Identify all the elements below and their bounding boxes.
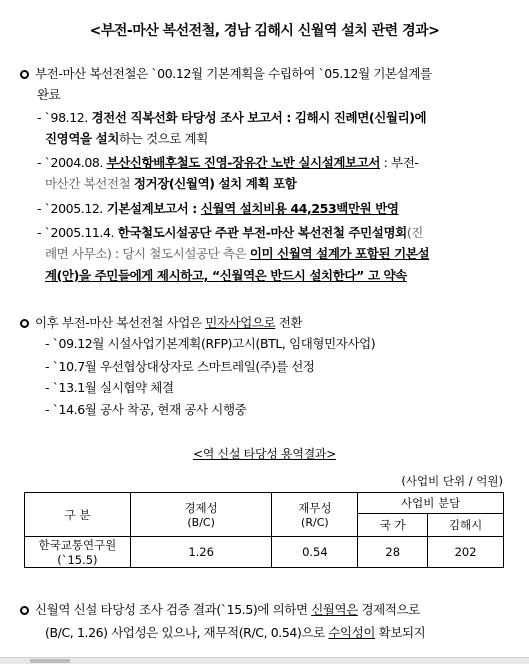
item-2013: - `13.1월 실시협약 체결 bbox=[45, 380, 174, 395]
cell-gimhae: 202 bbox=[428, 537, 504, 568]
item-2005-11-cont2: 계(안)을 주민들에게 제시하고, “신월역은 반드시 설치한다” 고 약속 bbox=[45, 268, 407, 283]
header-nation: 국 가 bbox=[358, 514, 428, 537]
horizontal-scrollbar[interactable] bbox=[0, 657, 529, 664]
table-row bbox=[25, 537, 504, 568]
header-cost-share: 사업비 분담 bbox=[358, 493, 504, 514]
scrollbar-thumb[interactable] bbox=[30, 659, 70, 663]
table-caption: <역 신설 타당성 용역결과> bbox=[193, 447, 336, 461]
circle-bullet-icon bbox=[20, 606, 29, 615]
item-1998-cont: 진영역을 설치하는 것으로 계획 bbox=[45, 131, 208, 146]
header-gimhae: 김해시 bbox=[428, 514, 504, 537]
header-financial: 재무성 (R/C) bbox=[272, 493, 358, 537]
cell-institution: 한국교통연구원(`15.5) bbox=[25, 537, 131, 568]
section2-heading: 이후 부전-마산 복선전철 사업은 민자사업으로 전환 bbox=[20, 315, 302, 331]
section1-heading: 부전-마산 복선전철은 `00.12월 기본계획을 수립하여 `05.12월 기본설계를 bbox=[20, 66, 432, 82]
cell-economic: 1.26 bbox=[130, 537, 272, 568]
section3-heading: 신월역 신설 타당성 조사 검증 결과(`15.5)에 의하면 신월역은 경제적으로 bbox=[20, 602, 420, 618]
cell-financial: 0.54 bbox=[272, 537, 358, 568]
section3-cont: (B/C, 1.26) 사업성은 있으나, 재무적(R/C, 0.54)으로 수익성이 확보되지 bbox=[45, 625, 426, 640]
item-2004-cont: 마산간 복선전철 정거장(신월역) 설치 계획 포함 bbox=[45, 176, 297, 191]
item-2010: - `10.7월 우선협상대상자로 스마트레일(주)를 선정 bbox=[45, 359, 315, 374]
cell-nation: 28 bbox=[358, 537, 428, 568]
circle-bullet-icon bbox=[20, 70, 29, 79]
section1-heading-cont: 완료 bbox=[37, 87, 61, 102]
item-2009: - `09.12월 시설사업기본계획(RFP)고시(BTL, 임대형민자사업) bbox=[45, 336, 376, 351]
item-2005-11-cont: 례면 사무소) : 당시 철도시설공단 측은 이미 신월역 설계가 포함된 기본설 bbox=[45, 246, 430, 261]
item-2004: - `2004.08. 부산신항배후철도 진영-장유간 노반 실시설계보고서 : 부전- bbox=[37, 155, 419, 170]
table-unit: (사업비 단위 / 억원) bbox=[401, 474, 503, 488]
header-gubun: 구 분 bbox=[25, 493, 131, 537]
header-economic: 경제성 (B/C) bbox=[130, 493, 272, 537]
item-2014: - `14.6월 공사 착공, 현재 공사 시행중 bbox=[45, 402, 247, 417]
item-2005-12: - `2005.12. 기본설계보고서 : 신월역 설치비용 44,253백만원 반영 bbox=[37, 201, 399, 216]
feasibility-table bbox=[24, 492, 504, 568]
item-2005-11: - `2005.11.4. 한국철도시설공단 주관 부전-마산 복선전철 주민설명회(진 bbox=[37, 225, 423, 240]
circle-bullet-icon bbox=[20, 319, 29, 328]
document-title: <부전-마산 복선전철, 경남 김해시 신월역 설치 관련 경과> bbox=[89, 23, 440, 39]
item-1998: - `98.12. 경전선 직복선화 타당성 조사 보고서 : 김해시 진례면(신월리)에 bbox=[37, 110, 427, 125]
